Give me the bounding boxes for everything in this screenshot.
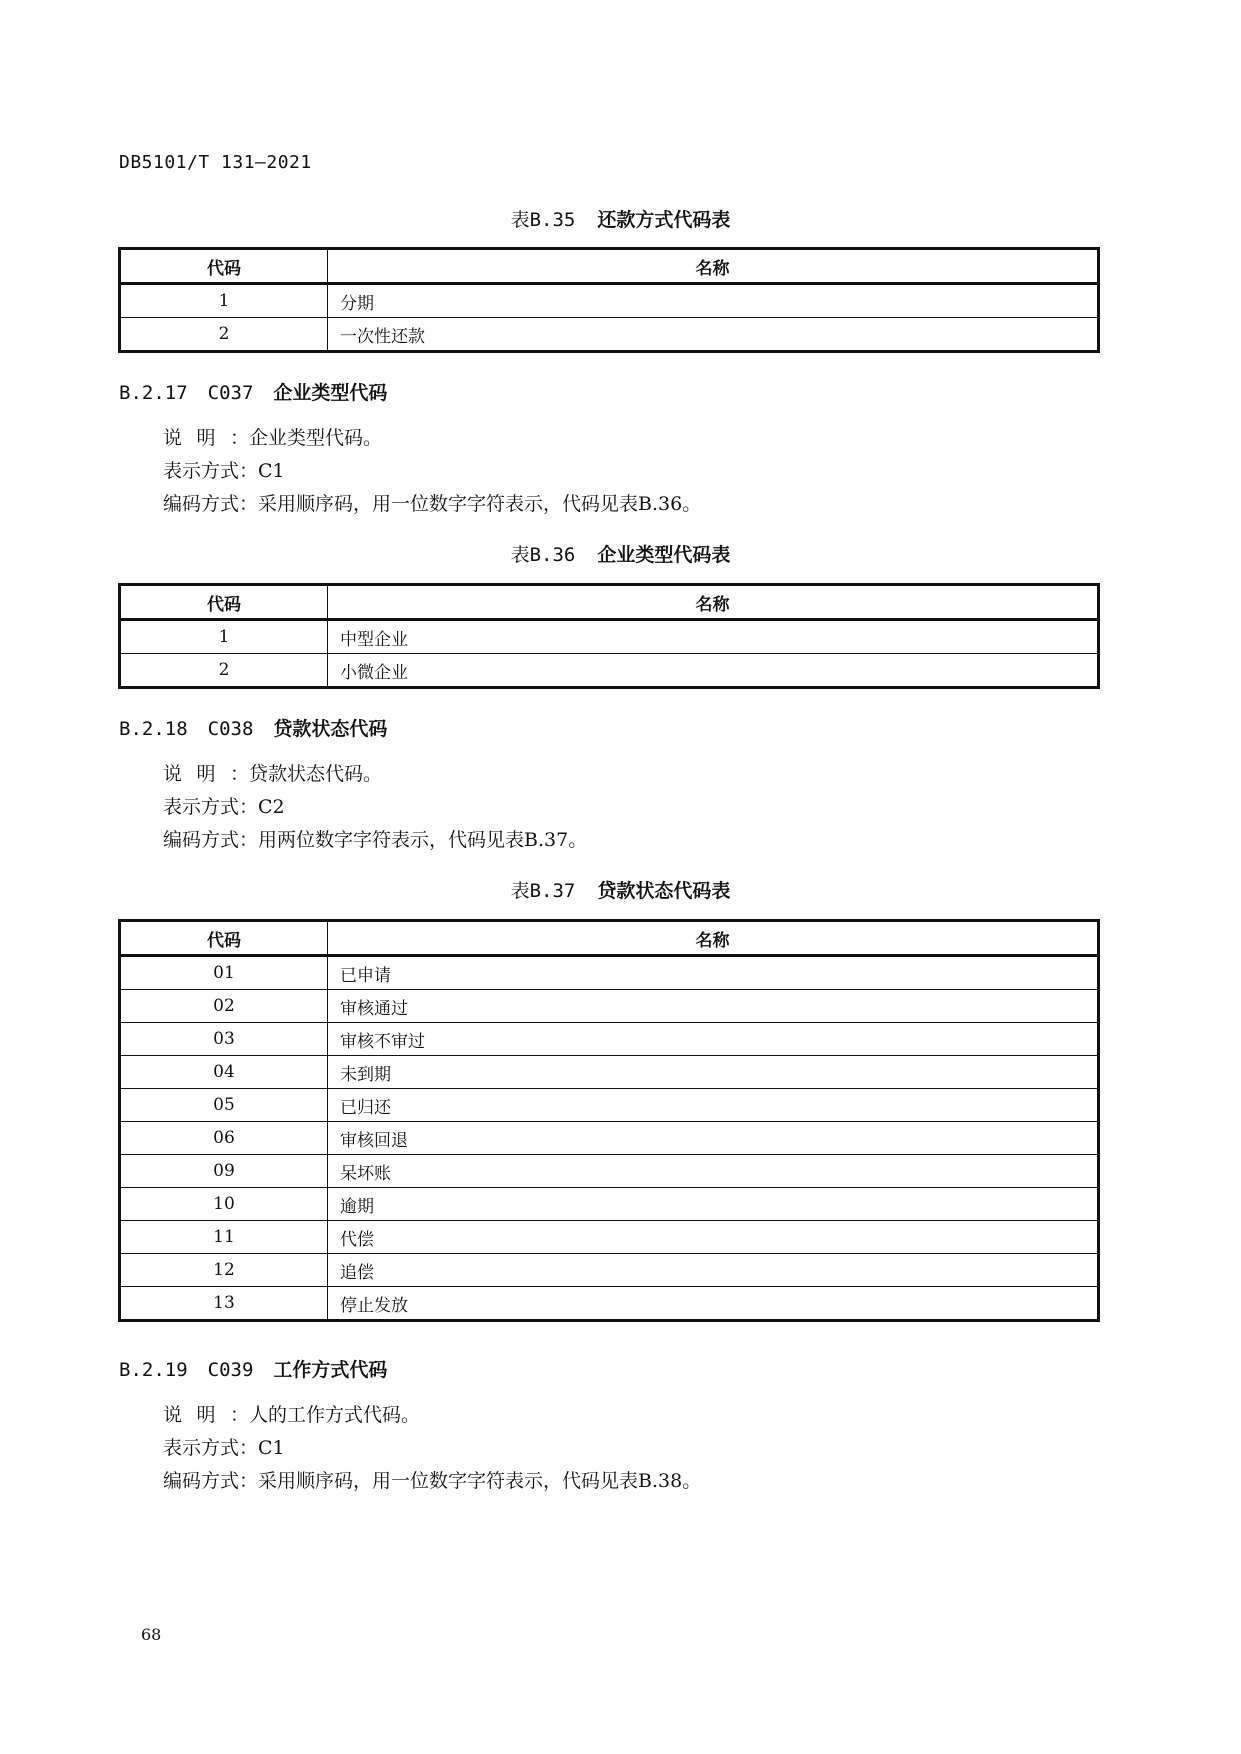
name-cell: 小微企业 [328,654,1099,688]
encoding-value: 用两位数字字符表示，代码见表B.37。 [258,829,588,851]
section-title: 企业类型代码 [273,382,388,404]
section-code: C039 [207,1359,254,1381]
table-caption-number: 表B.36 [510,544,576,566]
name-cell: 未到期 [328,1056,1099,1089]
table-row [120,990,1099,1023]
table-row [120,1188,1099,1221]
code-cell: 01 [120,956,328,990]
encoding-label: 编码方式： [163,1470,259,1492]
encoding-value: 采用顺序码，用一位数字字符表示，代码见表B.38。 [258,1470,702,1492]
name-cell: 中型企业 [328,620,1099,654]
table-row [120,620,1099,654]
section-code: C037 [207,382,254,404]
encoding-label: 编码方式： [163,829,259,851]
table-row [120,1254,1099,1287]
table-row [120,1056,1099,1089]
table-row [120,956,1099,990]
section-number: B.2.18 [119,718,188,740]
table-row [120,1122,1099,1155]
table-caption-b36 [0,540,1241,567]
name-cell: 一次性还款 [328,318,1099,352]
table-body [120,620,1099,688]
name-cell: 审核通过 [328,990,1099,1023]
section-title: 贷款状态代码 [273,718,388,740]
representation-label: 表示方式： [163,796,259,818]
table-row [120,1023,1099,1056]
name-cell: 已申请 [328,956,1099,990]
page-number: 68 [141,1625,162,1644]
document-id: DB5101/T 131—2021 [119,152,312,173]
table-caption-title: 还款方式代码表 [597,209,731,231]
section-code: C038 [207,718,254,740]
section-heading-b218 [119,714,387,741]
representation-line [163,792,285,819]
table-row [120,1089,1099,1122]
table-header-row [120,921,1099,956]
name-cell: 停止发放 [328,1287,1099,1321]
table-body [120,284,1099,352]
table-row [120,1287,1099,1321]
encoding-line [163,825,587,852]
code-cell: 09 [120,1155,328,1188]
name-cell: 已归还 [328,1089,1099,1122]
name-cell: 呆坏账 [328,1155,1099,1188]
code-cell: 11 [120,1221,328,1254]
code-cell: 13 [120,1287,328,1321]
table-caption-b35 [0,205,1241,232]
encoding-line [163,489,701,516]
name-cell: 代偿 [328,1221,1099,1254]
encoding-line [163,1466,701,1493]
table-header-row [120,585,1099,620]
name-cell: 追偿 [328,1254,1099,1287]
representation-value: C1 [258,460,285,482]
description-value: 贷款状态代码。 [249,763,383,785]
table-caption-number: 表B.35 [510,209,576,231]
table-b37 [118,919,1100,1322]
column-header-name: 名称 [328,249,1099,284]
name-cell: 分期 [328,284,1099,318]
column-header-code: 代码 [120,585,328,620]
name-cell: 审核回退 [328,1122,1099,1155]
code-cell: 10 [120,1188,328,1221]
code-cell: 05 [120,1089,328,1122]
code-cell: 04 [120,1056,328,1089]
section-heading-b219 [119,1355,387,1382]
code-cell: 2 [120,318,328,352]
code-cell: 06 [120,1122,328,1155]
column-header-name: 名称 [328,585,1099,620]
code-cell: 2 [120,654,328,688]
representation-line [163,456,285,483]
representation-line [163,1433,285,1460]
code-cell: 02 [120,990,328,1023]
table-b36 [118,583,1100,689]
code-cell: 1 [120,620,328,654]
description-line [163,759,382,786]
column-header-code: 代码 [120,921,328,956]
section-heading-b217 [119,378,387,405]
section-number: B.2.19 [119,1359,188,1381]
representation-label: 表示方式： [163,460,259,482]
table-header-row [120,249,1099,284]
name-cell: 逾期 [328,1188,1099,1221]
description-line [163,423,382,450]
description-label: 说明： [163,427,249,449]
table-caption-b37 [0,876,1241,903]
table-b35 [118,247,1100,353]
code-cell: 1 [120,284,328,318]
code-cell: 12 [120,1254,328,1287]
table-caption-title: 企业类型代码表 [597,544,731,566]
description-value: 企业类型代码。 [249,427,383,449]
encoding-value: 采用顺序码，用一位数字字符表示，代码见表B.36。 [258,493,702,515]
table-row [120,284,1099,318]
description-value: 人的工作方式代码。 [249,1404,421,1426]
code-cell: 03 [120,1023,328,1056]
table-row [120,1221,1099,1254]
section-number: B.2.17 [119,382,188,404]
column-header-code: 代码 [120,249,328,284]
section-title: 工作方式代码 [273,1359,388,1381]
name-cell: 审核不审过 [328,1023,1099,1056]
table-caption-number: 表B.37 [510,880,576,902]
table-caption-title: 贷款状态代码表 [597,880,731,902]
representation-label: 表示方式： [163,1437,259,1459]
description-line [163,1400,420,1427]
table-row [120,654,1099,688]
representation-value: C2 [258,796,285,818]
column-header-name: 名称 [328,921,1099,956]
table-row [120,318,1099,352]
description-label: 说明： [163,763,249,785]
description-label: 说明： [163,1404,249,1426]
encoding-label: 编码方式： [163,493,259,515]
table-body [120,956,1099,1321]
representation-value: C1 [258,1437,285,1459]
table-row [120,1155,1099,1188]
